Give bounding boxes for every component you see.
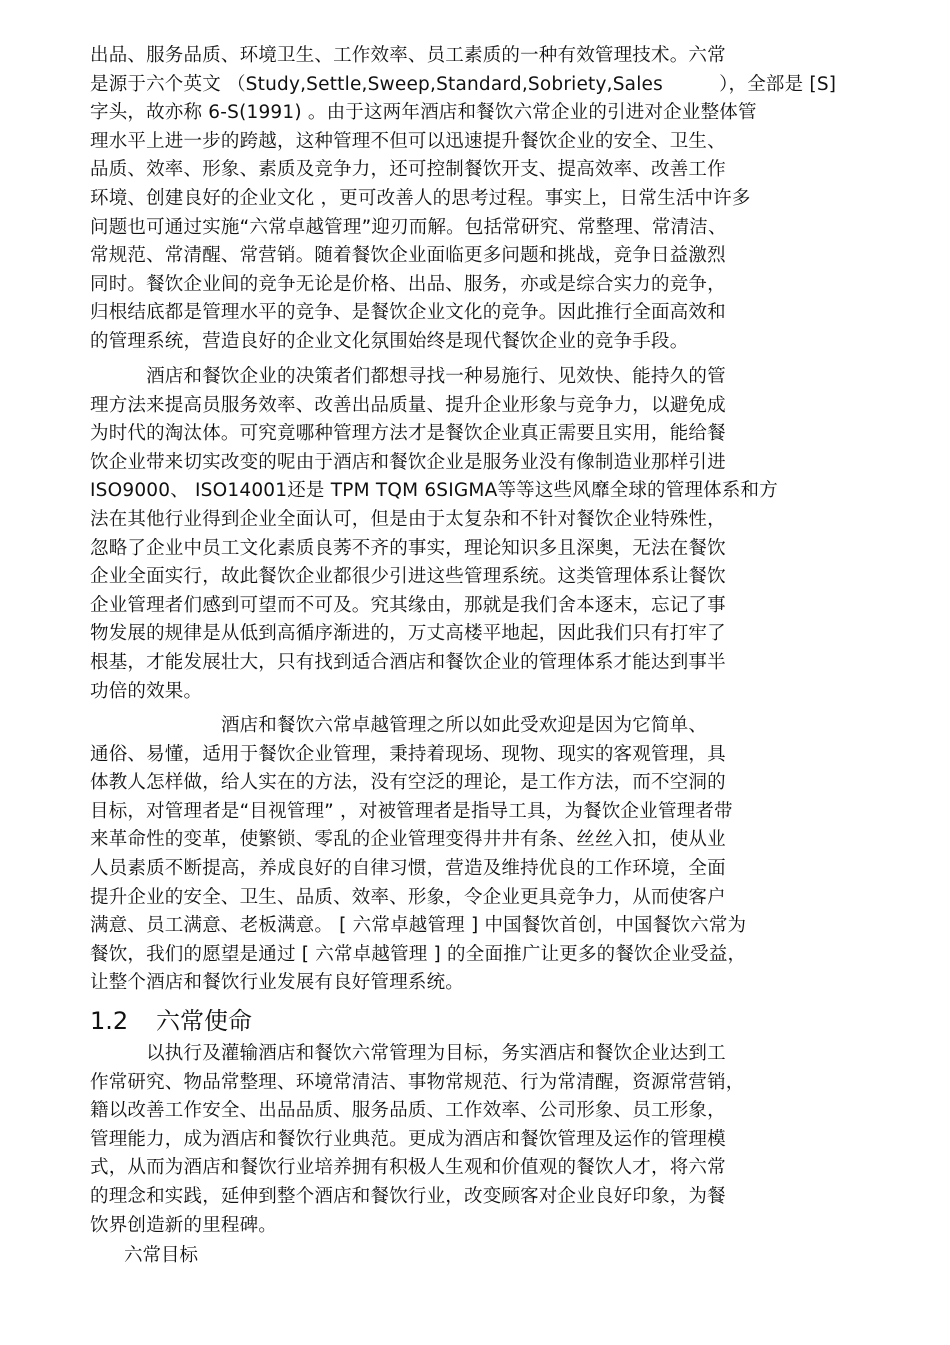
text-line: 式，从而为酒店和餐饮行业培养拥有积极人生观和价值观的餐饮人才，将六常 (90, 1157, 726, 1179)
text-line: 为时代的淘汰体。可究竟哪种管理方法才是餐饮企业真正需要且实用，能给餐 (90, 423, 726, 445)
text-line: 的理念和实践，延伸到整个酒店和餐饮行业，改变顾客对企业良好印象，为餐 (90, 1185, 726, 1207)
text-line: 籍以改善工作安全、出品品质、服务品质、工作效率、公司形象、员工形象， (90, 1100, 726, 1122)
text-line: 出品、服务品质、环境卫生、工作效率、员工素质的一种有效管理技术。六常 (90, 45, 726, 66)
text-line: 满意、员工满意、老板满意。 [ 六常卓越管理 ] 中国餐饮首创，中国餐饮六常为 (90, 915, 747, 937)
text-line: 是源于六个英文 （Study,Settle,Sweep,Standard,Sobriety,Sales ），全部是 [S] (90, 73, 837, 95)
section-heading (90, 1004, 252, 1038)
text-line: 的管理系统，营造良好的企业文化氛围始终是现代餐饮企业的竞争手段。 (90, 330, 689, 352)
section-number: 1.2 (90, 1007, 129, 1035)
text-line: 来革命性的变革，使繁锁、零乱的企业管理变得井井有条、丝丝入扣，使从业 (90, 829, 726, 851)
text-line: 作常研究、物品常整理、环境常清洁、事物常规范、行为常清醒，资源常营销， (90, 1071, 745, 1093)
paragraph-popularity (90, 712, 860, 998)
text-line: 以执行及灌输酒店和餐饮六常管理为目标，务实酒店和餐饮企业达到工 (90, 1043, 726, 1064)
text-line: 让整个酒店和餐饮行业发展有良好管理系统。 (90, 972, 465, 994)
text-line: 餐饮，我们的愿望是通过 [ 六常卓越管理 ] 的全面推广让更多的餐饮企业受益， (90, 943, 747, 965)
text-line: 忽略了企业中员工文化素质良莠不齐的事实，理论知识多且深奥，无法在餐饮 (90, 537, 726, 559)
text-line: 提升企业的安全、卫生、品质、效率、形象，令企业更具竞争力，从而使客户 (90, 886, 726, 908)
text-line: 目标，对管理者是“目视管理” ，对被管理者是指导工具，为餐饮企业管理者带 (90, 800, 733, 822)
paragraph-intro (90, 42, 860, 357)
section-title: 六常使命 (156, 1007, 252, 1035)
text-line: 字头，故亦称 6-S(1991) 。由于这两年酒店和餐饮六常企业的引进对企业整体管 (90, 102, 757, 124)
text-line: 问题也可通过实施“六常卓越管理”迎刃而解。包括常研究、常整理、常清洁、 (90, 216, 727, 238)
text-line: 通俗、易懂，适用于餐饮企业管理，秉持着现场、现物、现实的客观管理，具 (90, 743, 726, 765)
text-line: 常规范、常清醒、常营销。随着餐饮企业面临更多问题和挑战，竞争日益激烈 (90, 245, 726, 267)
text-line: 物发展的规律是从低到高循序渐进的，万丈高楼平地起，因此我们只有打牢了 (90, 623, 726, 645)
paragraph-decision-makers (90, 363, 860, 706)
text-line: 饮界创造新的里程碑。 (90, 1214, 278, 1236)
text-line: 人员素质不断提高，养成良好的自律习惯，营造及维持优良的工作环境，全面 (90, 857, 726, 879)
text-line: 企业全面实行，故此餐饮企业都很少引进这些管理系统。这类管理体系让餐饮 (90, 566, 726, 588)
text-line: 根基，才能发展壮大，只有找到适合酒店和餐饮企业的管理体系才能达到事半 (90, 651, 726, 673)
text-line: 品质、效率、形象、素质及竞争力，还可控制餐饮开支、提高效率、改善工作 (90, 159, 726, 181)
text-line: 归根结底都是管理水平的竞争、是餐饮企业文化的竞争。因此推行全面高效和 (90, 302, 726, 324)
paragraph-mission (90, 1040, 860, 1240)
text-line: 体教人怎样做，给人实在的方法，没有空泛的理论，是工作方法，而不空洞的 (90, 772, 726, 794)
text-line: 企业管理者们感到可望而不可及。究其缘由，那就是我们舍本逐末，忘记了事 (90, 594, 726, 616)
text-line: 酒店和餐饮企业的决策者们都想寻找一种易施行、见效快、能持久的管 (90, 366, 726, 387)
text-line: 环境、创建良好的企业文化 ，更可改善人的思考过程。事实上，日常生活中许多 (90, 187, 751, 209)
text-line: 酒店和餐饮六常卓越管理之所以如此受欢迎是因为它简单、 (90, 715, 708, 736)
text-line: ISO9000、 ISO14001还是 TPM TQM 6SIGMA等等这些风靡全球的管理体系和方 (90, 480, 778, 502)
subheading-goals: 六常目标 (124, 1245, 199, 1266)
text-line: 法在其他行业得到企业全面认可，但是由于太复杂和不针对餐饮企业特殊性， (90, 508, 726, 530)
text-line: 管理能力，成为酒店和餐饮行业典范。更成为酒店和餐饮管理及运作的管理模 (90, 1128, 726, 1150)
text-line: 饮企业带来切实改变的呢由于酒店和餐饮企业是服务业没有像制造业那样引进 (90, 451, 726, 473)
text-line: 同时。餐饮企业间的竞争无论是价格、出品、服务，亦或是综合实力的竞争， (90, 273, 726, 295)
text-line: 功倍的效果。 (90, 680, 203, 702)
text-line: 理水平上进一步的跨越，这种管理不但可以迅速提升餐饮企业的安全、卫生、 (90, 130, 726, 152)
text-line: 理方法来提高员服务效率、改善出品质量、提升企业形象与竞争力，以避免成 (90, 394, 726, 416)
